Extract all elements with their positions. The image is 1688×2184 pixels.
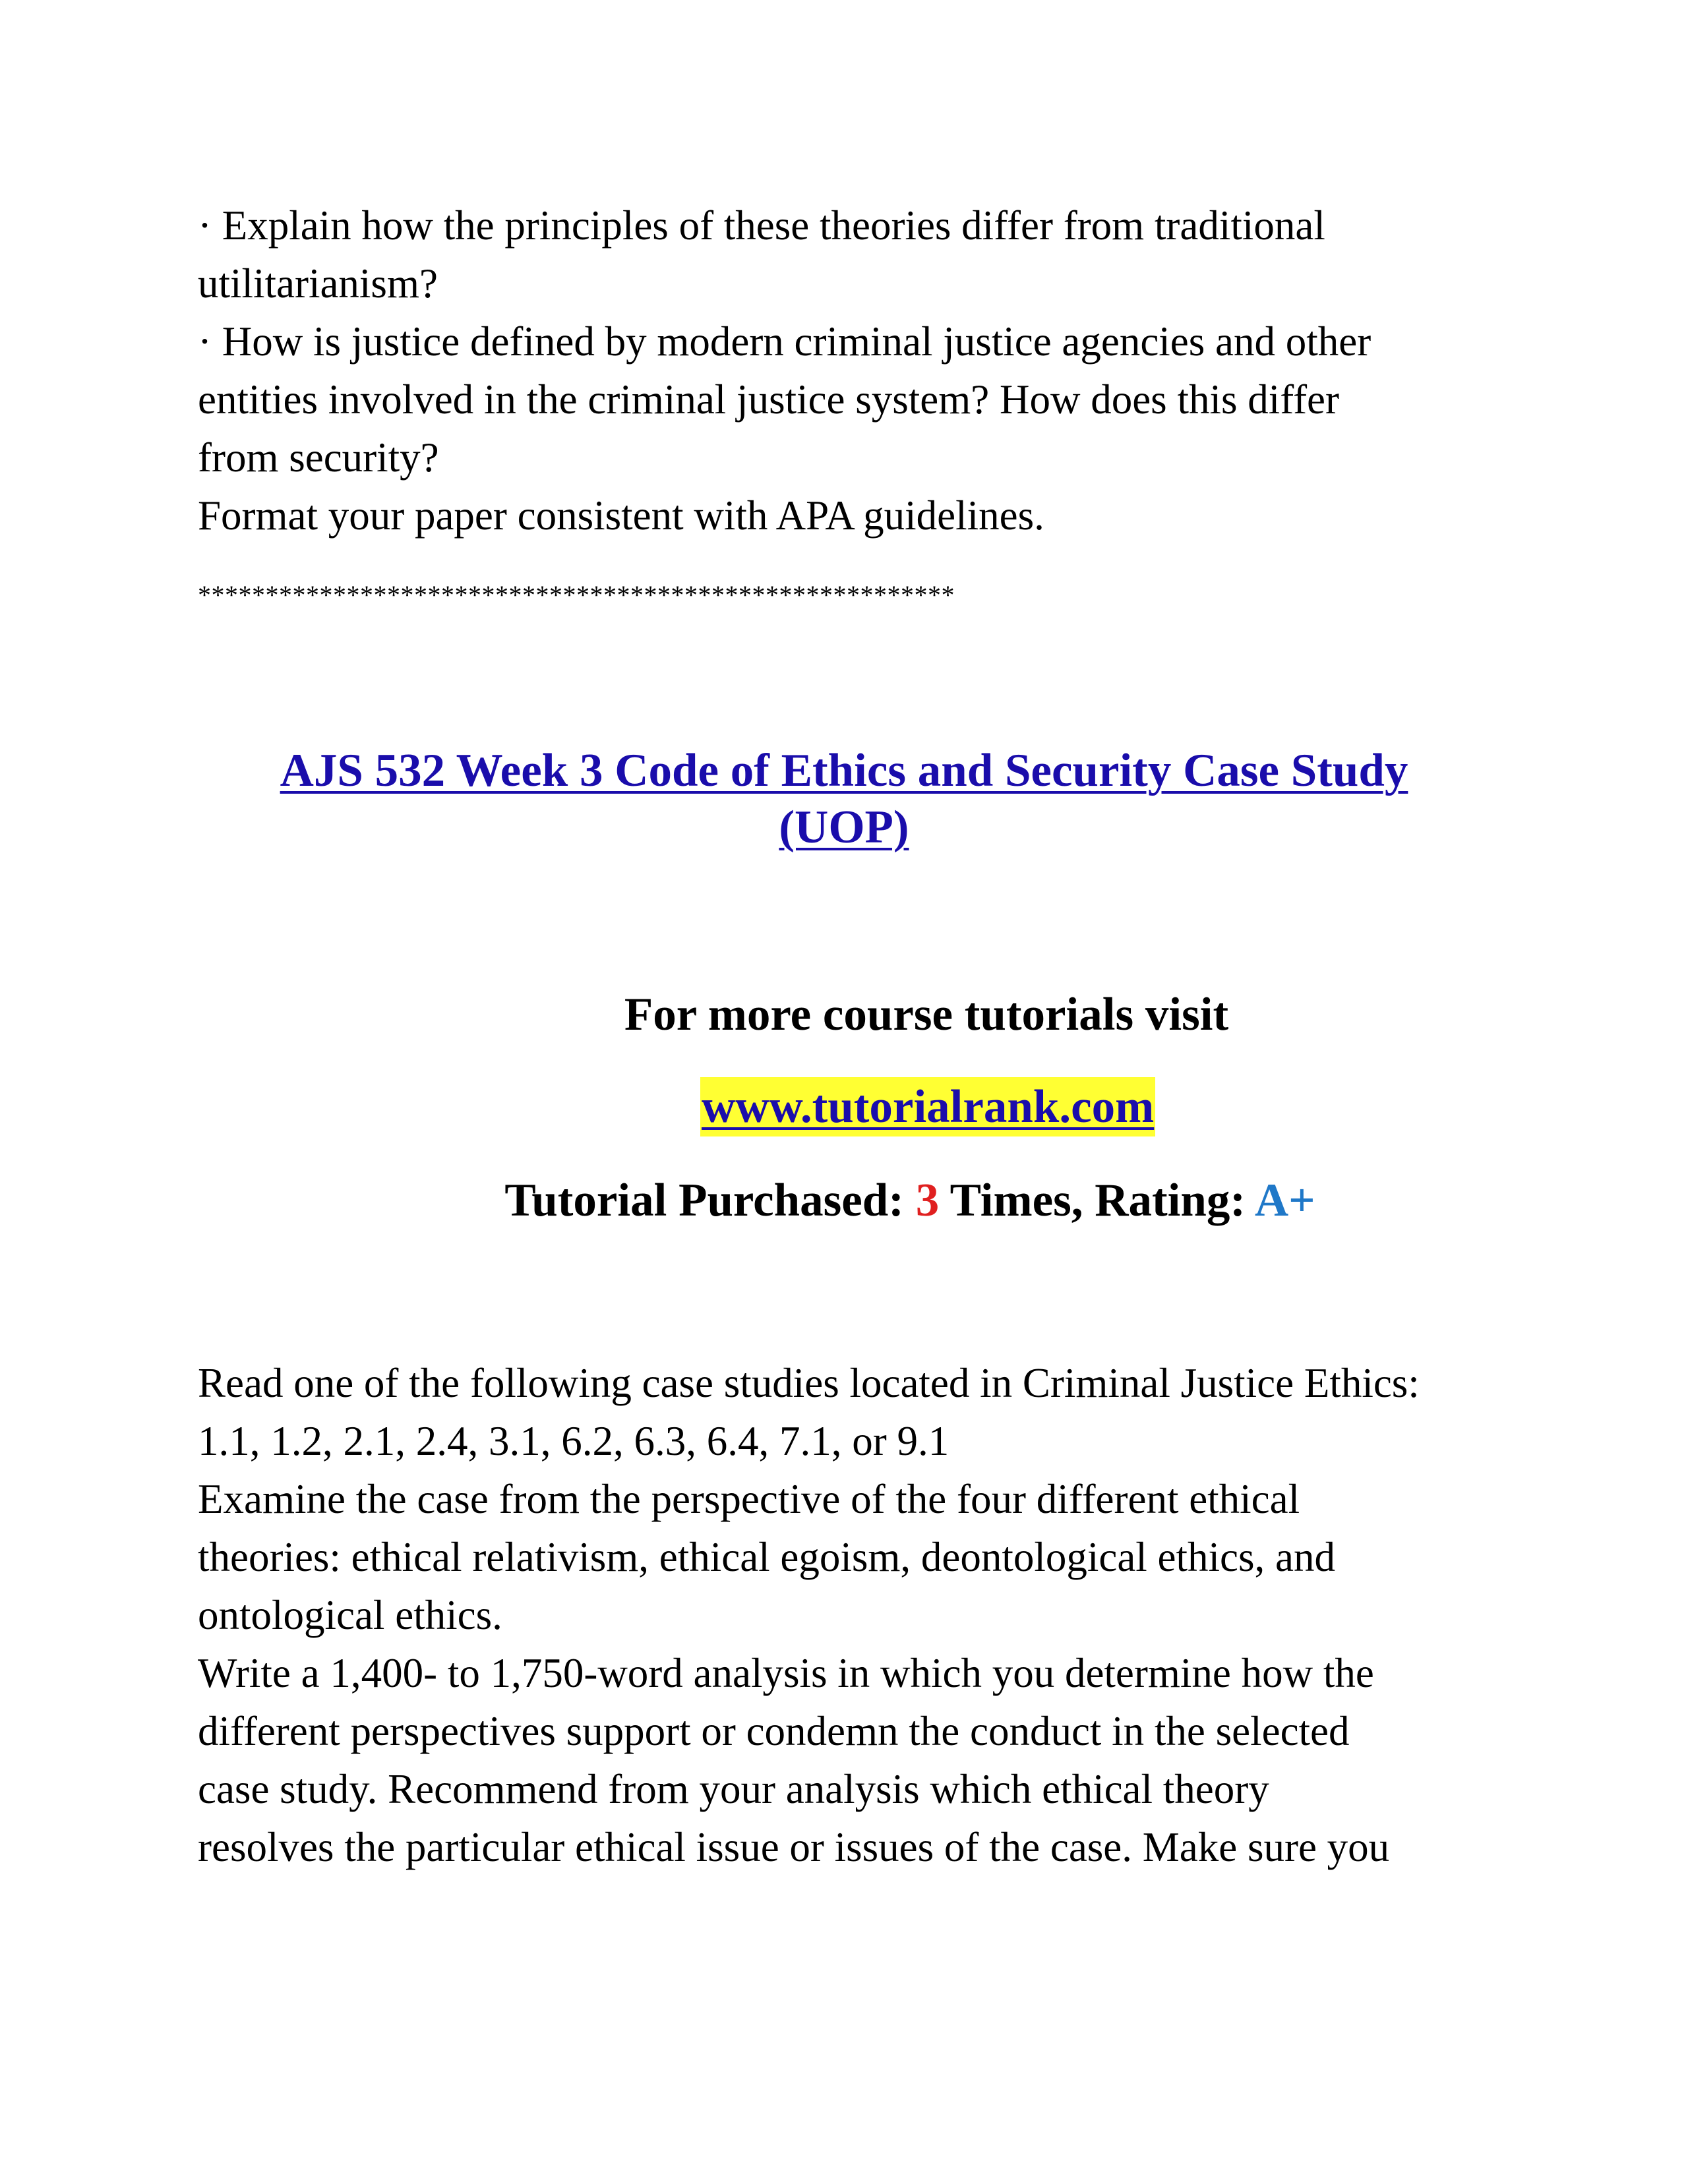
purchased-label: Tutorial Purchased:: [504, 1175, 916, 1226]
purchased-count: 3: [915, 1175, 940, 1226]
promo-heading: For more course tutorials visit: [624, 989, 1229, 1040]
body-line-1: Read one of the following case studies located in Criminal Justice Ethics:: [198, 1360, 1420, 1406]
intro-line-4: entities involved in the criminal justice system? How does this differ: [198, 376, 1339, 423]
body-line-5: ontological ethics.: [198, 1592, 502, 1638]
promo-url-link[interactable]: www.tutorialrank.com: [700, 1077, 1155, 1136]
title-link-line-1[interactable]: AJS 532 Week 3 Code of Ethics and Security Case Study: [280, 745, 1408, 796]
purchase-info: [66, 1171, 1688, 1230]
body-line-2: 1.1, 1.2, 2.1, 2.4, 3.1, 6.2, 6.3, 6.4, 7.1, or 9.1: [198, 1418, 950, 1464]
body-line-8: case study. Recommend from your analysis which ethical theory: [198, 1766, 1269, 1812]
intro-line-2: utilitarianism?: [198, 260, 438, 307]
rating-value: A+: [1254, 1175, 1315, 1226]
body-line-9: resolves the particular ethical issue or issues of the case. Make sure you: [198, 1824, 1390, 1870]
promo-url-wrap: [700, 1077, 1155, 1136]
intro-line-3: · How is justice defined by modern criminal justice agencies and other: [198, 318, 1372, 365]
body-line-7: different perspectives support or condemn the conduct in the selected: [198, 1708, 1350, 1754]
separator-stars: ********************************************************: [198, 580, 955, 610]
body-line-3: Examine the case from the perspective of the four different ethical: [198, 1476, 1300, 1522]
body-line-4: theories: ethical relativism, ethical egoism, deontological ethics, and: [198, 1534, 1335, 1580]
body-line-6: Write a 1,400- to 1,750-word analysis in which you determine how the: [198, 1650, 1374, 1696]
title-link-line-2[interactable]: (UOP): [779, 802, 909, 853]
intro-line-5: from security?: [198, 434, 439, 481]
intro-line-6: Format your paper consistent with APA guidelines.: [198, 492, 1044, 539]
intro-line-1: · Explain how the principles of these theories differ from traditional: [198, 202, 1325, 249]
times-rating-label: Times, Rating:: [939, 1175, 1255, 1226]
